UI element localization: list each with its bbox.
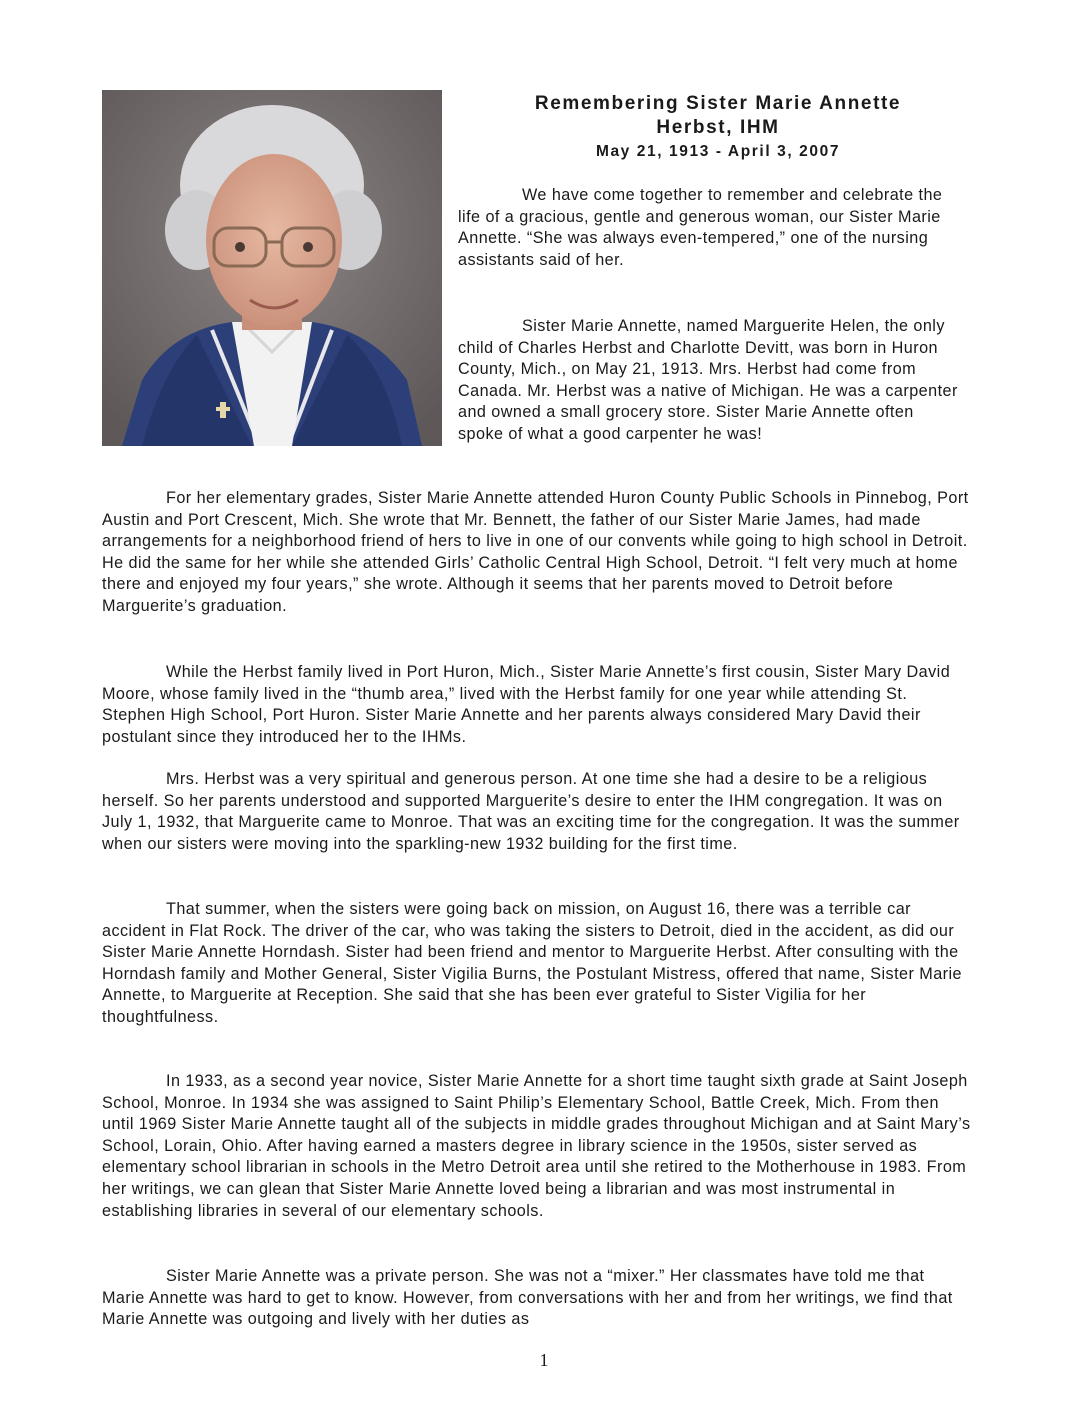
document-header bbox=[458, 92, 978, 162]
body-paragraph-2 bbox=[102, 662, 972, 748]
portrait-photo bbox=[102, 90, 442, 446]
title-line-2: Herbst, IHM bbox=[656, 117, 780, 138]
portrait-icon bbox=[102, 90, 442, 446]
paragraph-text: That summer, when the sisters were going back on mission, on August 16, there was a terrible car accident in Flat Rock. The driver of the car, who was taking the sisters to Detroit, died in the accident, as did our Sister Marie Annette Horndash. Sister had been friend and mentor to Marguerite Herbst. After consulting with the Horndash family and Mother General, Sister Vigilia Burns, the Postulant Mistress, offered that name, Sister Marie Annette, to Marguerite at Reception. She said that she has been ever grateful to Sister Vigilia for her thoughtfulness. bbox=[102, 900, 962, 1026]
side-paragraph-2 bbox=[458, 316, 958, 446]
body-paragraph-6 bbox=[102, 1266, 972, 1331]
side-paragraph-1 bbox=[458, 185, 958, 271]
body-paragraph-5 bbox=[102, 1071, 972, 1222]
body-paragraph-3 bbox=[102, 769, 972, 855]
paragraph-text: While the Herbst family lived in Port Huron, Mich., Sister Marie Annette’s first cousin, Sister Mary David Moore, whose family lived in the “thumb area,” lived with the Herbst family for one year while attending St. Stephen High School, Port Huron. Sister Marie Annette and her parents always considered Mary David their postulant since they introduced her to the IHMs. bbox=[102, 663, 951, 746]
paragraph-text: In 1933, as a second year novice, Sister Marie Annette for a short time taught sixth grade at Saint Joseph School, Monroe. In 1934 she was assigned to Saint Philip’s Elementary School, Battle Creek, Mich. From then until 1969 Sister Marie Annette taught all of the subjects in middle grades throughout Michigan and at Saint Mary’s School, Lorain, Ohio. After having earned a masters degree in library science in the 1950s, sister served as elementary school librarian in schools in the Metro Detroit area until she retired to the Motherhouse in 1983. From her writings, we can glean that Sister Marie Annette loved being a librarian and was most instrumental in establishing libraries in several of our elementary schools. bbox=[102, 1072, 971, 1220]
body-paragraph-1 bbox=[102, 488, 972, 618]
life-dates: May 21, 1913 - April 3, 2007 bbox=[595, 143, 841, 160]
title-line-1: Remembering Sister Marie Annette bbox=[534, 93, 902, 114]
body-paragraph-4 bbox=[102, 899, 972, 1029]
paragraph-text: Sister Marie Annette was a private person. She was not a “mixer.” Her classmates have told me that Marie Annette was hard to get to know. However, from conversations with her and from her writings, we find that Marie Annette was outgoing and lively with her duties as bbox=[102, 1267, 953, 1329]
paragraph-text: Sister Marie Annette, named Marguerite Helen, the only child of Charles Herbst and Charlotte Devitt, was born in Huron County, Mich., on May 21, 1913. Mrs. Herbst had come from Canada. Mr. Herbst was a native of Michigan. He was a carpenter and owned a small grocery store. Sister Marie Annette often spoke of what a good carpenter he was! bbox=[458, 317, 958, 443]
paragraph-text: Mrs. Herbst was a very spiritual and generous person. At one time she had a desire to be a religious herself. So her parents understood and supported Marguerite’s desire to enter the IHM congregation. It was on July 1, 1932, that Marguerite came to Monroe. That was an exciting time for the congregation. It was the summer when our sisters were moving into the sparkling-new 1932 building for the first time. bbox=[102, 770, 960, 853]
document-title bbox=[458, 92, 978, 140]
page-number: 1 bbox=[539, 1350, 549, 1370]
paragraph-text: We have come together to remember and celebrate the life of a gracious, gentle and generous woman, our Sister Marie Annette. “She was always even-tempered,” one of the nursing assistants said of her. bbox=[458, 186, 943, 269]
paragraph-text: For her elementary grades, Sister Marie Annette attended Huron County Public Schools in Pinnebog, Port Austin and Port Crescent, Mich. She wrote that Mr. Bennett, the father of our Sister Marie James, had made arrangements for a neighborhood friend of hers to live in one of our convents while going to high school in Detroit. He did the same for her while she attended Girls’ Catholic Central High School, Detroit. “I felt very much at home there and enjoyed my four years,” she wrote. Although it seems that her parents moved to Detroit before Marguerite’s graduation. bbox=[102, 489, 969, 615]
